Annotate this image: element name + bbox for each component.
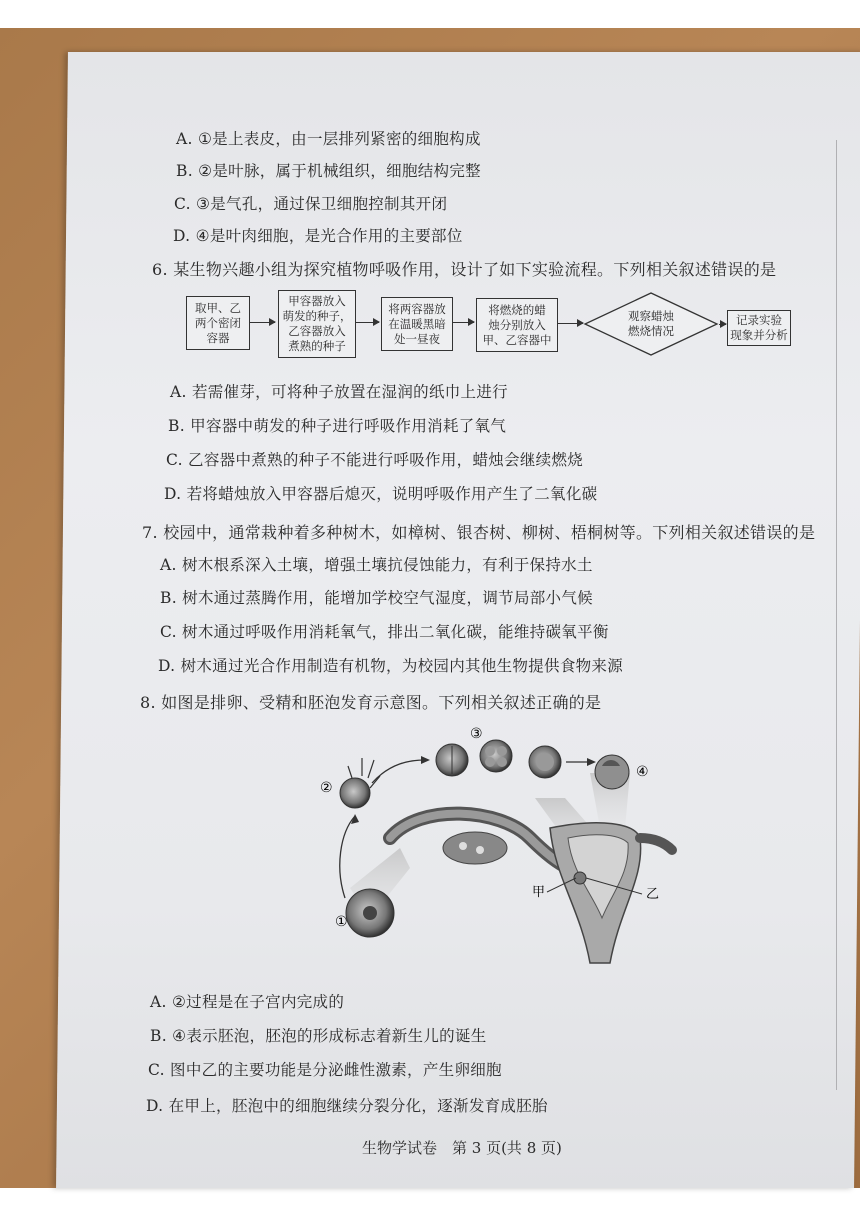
paper-fold-line: [836, 140, 837, 1090]
flow-step-3: 将两容器放 在温暖黑暗 处一昼夜: [381, 297, 453, 351]
q5-option-b: B. ②是叶脉，属于机械组织，细胞结构完整: [176, 162, 481, 180]
label-jia: 甲: [532, 885, 546, 900]
q7-option-b: B. 树木通过蒸腾作用，能增加学校空气湿度，调节局部小气候: [160, 589, 593, 607]
q7-option-c: C. 树木通过呼吸作用消耗氧气，排出二氧化碳，能维持碳氧平衡: [160, 623, 609, 641]
flow-arrow-2: [355, 322, 379, 323]
q6-stem: 6. 某生物兴趣小组为探究植物呼吸作用，设计了如下实验流程。下列相关叙述错误的是: [152, 260, 777, 279]
q8-option-a: A. ②过程是在子宫内完成的: [150, 993, 345, 1011]
q7-option-d: D. 树木通过光合作用制造有机物，为校园内其他生物提供食物来源: [158, 657, 624, 675]
flow-step-5: 观察蜡烛 燃烧情况: [628, 309, 674, 338]
q5-option-d: D. ④是叶肉细胞，是光合作用的主要部位: [173, 227, 463, 245]
q6-option-b: B. 甲容器中萌发的种子进行呼吸作用消耗了氧气: [168, 417, 507, 435]
page-footer: 生物学试卷 第 3 页(共 8 页): [362, 1139, 562, 1157]
flow-step-4: 将燃烧的蜡 烛分别放入 甲、乙容器中: [476, 298, 558, 352]
flow-step-1: 取甲、乙 两个密闭 容器: [186, 296, 250, 350]
flow-step-2: 甲容器放入 萌发的种子， 乙容器放入 煮熟的种子: [278, 290, 356, 358]
flow-step-6: 记录实验 现象并分析: [727, 310, 791, 346]
q5-option-a: A. ①是上表皮，由一层排列紧密的细胞构成: [176, 130, 481, 148]
label-yi: 乙: [646, 887, 660, 902]
q8-option-c: C. 图中乙的主要功能是分泌雌性激素，产生卵细胞: [148, 1061, 502, 1079]
label-4: ④: [636, 764, 649, 780]
q7-option-a: A. 树木根系深入土壤，增强土壤抗侵蚀能力，有利于保持水土: [160, 556, 593, 574]
flow-arrow-5: [719, 324, 726, 325]
q6-option-c: C. 乙容器中煮熟的种子不能进行呼吸作用，蜡烛会继续燃烧: [166, 451, 584, 469]
q6-option-d: D. 若将蜡烛放入甲容器后熄灭，说明呼吸作用产生了二氧化碳: [164, 485, 598, 503]
q8-option-d: D. 在甲上，胚泡中的细胞继续分裂分化，逐渐发育成胚胎: [146, 1097, 548, 1115]
label-1: ①: [335, 914, 348, 930]
flow-arrow-1: [249, 322, 275, 323]
q5-option-c: C. ③是气孔，通过保卫细胞控制其开闭: [174, 195, 448, 213]
flow-arrow-4: [557, 323, 583, 324]
q6-option-a: A. 若需催芽，可将种子放置在湿润的纸巾上进行: [170, 383, 508, 401]
q8-stem: 8. 如图是排卵、受精和胚泡发育示意图。下列相关叙述正确的是: [140, 693, 602, 712]
label-3: ③: [470, 726, 483, 742]
ovulation-fertilization-diagram: [300, 718, 680, 978]
flow-arrow-3: [452, 322, 474, 323]
q8-option-b: B. ④表示胚泡，胚泡的形成标志着新生儿的诞生: [150, 1027, 487, 1045]
q7-stem: 7. 校园中，通常栽种着多种树木，如樟树、银杏树、柳树、梧桐树等。下列相关叙述错误的是: [142, 523, 816, 542]
label-2: ②: [320, 780, 333, 796]
